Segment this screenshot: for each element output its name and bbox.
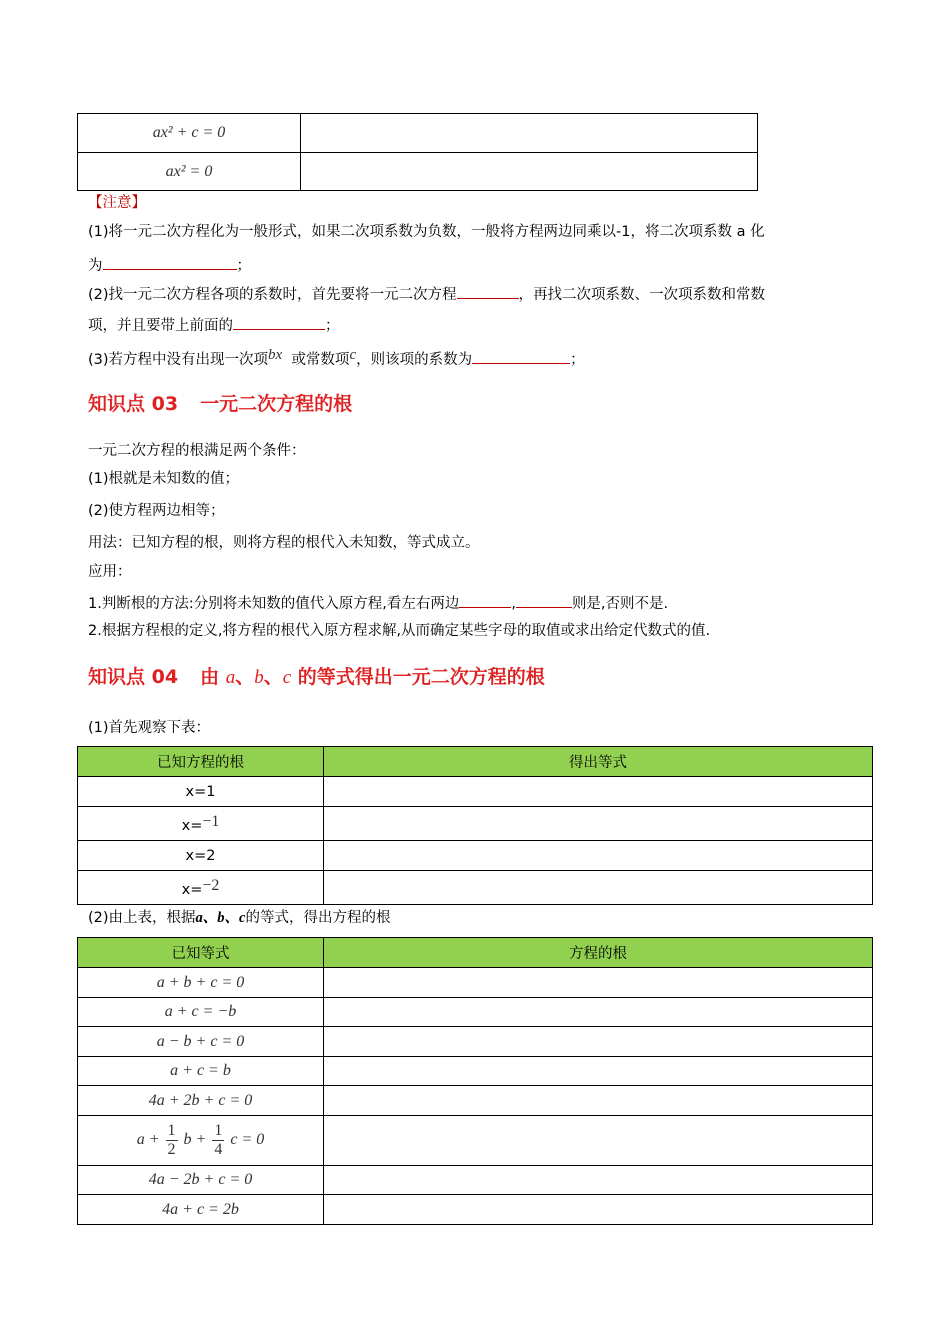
equation-cell: a + c = b (170, 1062, 231, 1079)
answer-cell[interactable] (324, 1057, 873, 1086)
table-row (78, 807, 873, 841)
answer-cell[interactable] (324, 968, 873, 998)
column-header: 得出等式 (324, 747, 873, 777)
apply-item-2: 2.根据方程根的定义,将方程的根代入原方程求解,从而确定某些字母的取值或求出给定代数式的值. (88, 623, 711, 639)
table-row (78, 1027, 873, 1057)
note-item-3: (3)若方程中没有出现一次项bx 或常数项c，则该项的系数为 ； (88, 347, 585, 368)
root-cell: x=2 (185, 847, 216, 864)
condition-2: (2)使方程两边相等； (88, 503, 225, 519)
answer-cell[interactable] (324, 871, 873, 905)
table-row (78, 1195, 873, 1225)
equation-cell: 4a − 2b + c = 0 (148, 1171, 253, 1188)
column-header: 已知等式 (78, 938, 324, 968)
table-row (78, 1116, 873, 1166)
note-tag: 【注意】 (88, 195, 146, 211)
step-2: (2)由上表，根据a、b、c的等式，得出方程的根 (88, 910, 391, 926)
table-row (78, 1086, 873, 1116)
table-header-row (78, 747, 873, 777)
equation-cell: 4a + 2b + c = 0 (148, 1091, 253, 1109)
condition-1: (1)根就是未知数的值； (88, 471, 240, 487)
fill-blank[interactable] (103, 253, 237, 270)
column-header: 方程的根 (324, 938, 873, 968)
apply-label: 应用： (88, 564, 132, 580)
root-cell: x= (181, 882, 203, 898)
column-header: 已知方程的根 (78, 747, 324, 777)
note-item-1-cont: 为 ； (88, 253, 251, 276)
answer-cell[interactable] (324, 998, 873, 1027)
note-item-1: (1)将一元二次方程化为一般形式，如果二次项系数为负数，一般将方程两边同乘以-1，将二次项系数 a 化 (88, 224, 765, 240)
fraction: $\frac{1}{2}$ (167, 1122, 176, 1158)
equation-cell: a − b + c = 0 (156, 1032, 245, 1050)
equation-cell: 4a + c = 2b (162, 1200, 239, 1218)
table-row (78, 114, 758, 153)
table-row (78, 1057, 873, 1086)
fill-blank[interactable] (516, 591, 572, 608)
c-term: c (349, 347, 357, 363)
table-row (78, 968, 873, 998)
bx-term: bx (268, 347, 283, 363)
fill-blank[interactable] (457, 282, 519, 299)
table-row (78, 777, 873, 807)
root-cell: x= (181, 818, 203, 834)
fill-blank[interactable] (472, 347, 570, 364)
table-row (78, 841, 873, 871)
section-03-intro: 一元二次方程的根满足两个条件： (88, 443, 306, 459)
answer-cell[interactable] (324, 807, 873, 841)
section-04-heading: 知识点 04 由 a、b、c 的等式得出一元二次方程的根 (88, 666, 545, 688)
top-equation-table (77, 113, 758, 191)
root-math: −1 (202, 813, 220, 830)
equation-cell: a + b + c = 0 (156, 973, 245, 991)
fraction-equation: a + $\frac{1}{2}$ b + $\frac{1}{4}$ c = 0 (136, 1122, 265, 1158)
table-row (78, 871, 873, 905)
root-math: −2 (202, 877, 220, 894)
roots-table (77, 746, 873, 905)
answer-cell[interactable] (324, 1027, 873, 1057)
equations-table (77, 937, 873, 1225)
answer-cell[interactable] (324, 777, 873, 807)
fill-blank[interactable] (233, 313, 325, 330)
table-row (78, 153, 758, 191)
answer-cell[interactable] (324, 1116, 873, 1166)
answer-cell[interactable] (324, 1166, 873, 1195)
answer-cell[interactable] (324, 841, 873, 871)
section-03-heading: 知识点 03 一元二次方程的根 (88, 393, 353, 415)
note-item-2-cont: 项，并且要带上前面的 ； (88, 313, 340, 336)
usage-text: 用法：已知方程的根，则将方程的根代入未知数，等式成立。 (88, 535, 480, 551)
answer-cell[interactable] (324, 1195, 873, 1225)
fill-blank[interactable] (459, 591, 511, 608)
equation-cell: ax² + c = 0 (152, 124, 226, 141)
apply-item-1: 1.判断根的方法:分别将未知数的值代入原方程,看左右两边 , 则是,否则不是. (88, 591, 668, 614)
answer-cell[interactable] (324, 1086, 873, 1116)
table-row (78, 1166, 873, 1195)
fraction: $\frac{1}{4}$ (214, 1122, 223, 1158)
answer-cell[interactable] (301, 153, 758, 191)
answer-cell[interactable] (301, 114, 758, 153)
equation-cell: a + c = −b (164, 1003, 237, 1020)
root-cell: x=1 (185, 783, 216, 800)
equation-cell: ax² = 0 (165, 162, 213, 180)
step-1: (1)首先观察下表： (88, 720, 211, 736)
table-header-row (78, 938, 873, 968)
note-item-2: (2)找一元二次方程各项的系数时，首先要将一元二次方程 ，再找二次项系数、一次项系数和常数 (88, 282, 765, 305)
table-row (78, 998, 873, 1027)
